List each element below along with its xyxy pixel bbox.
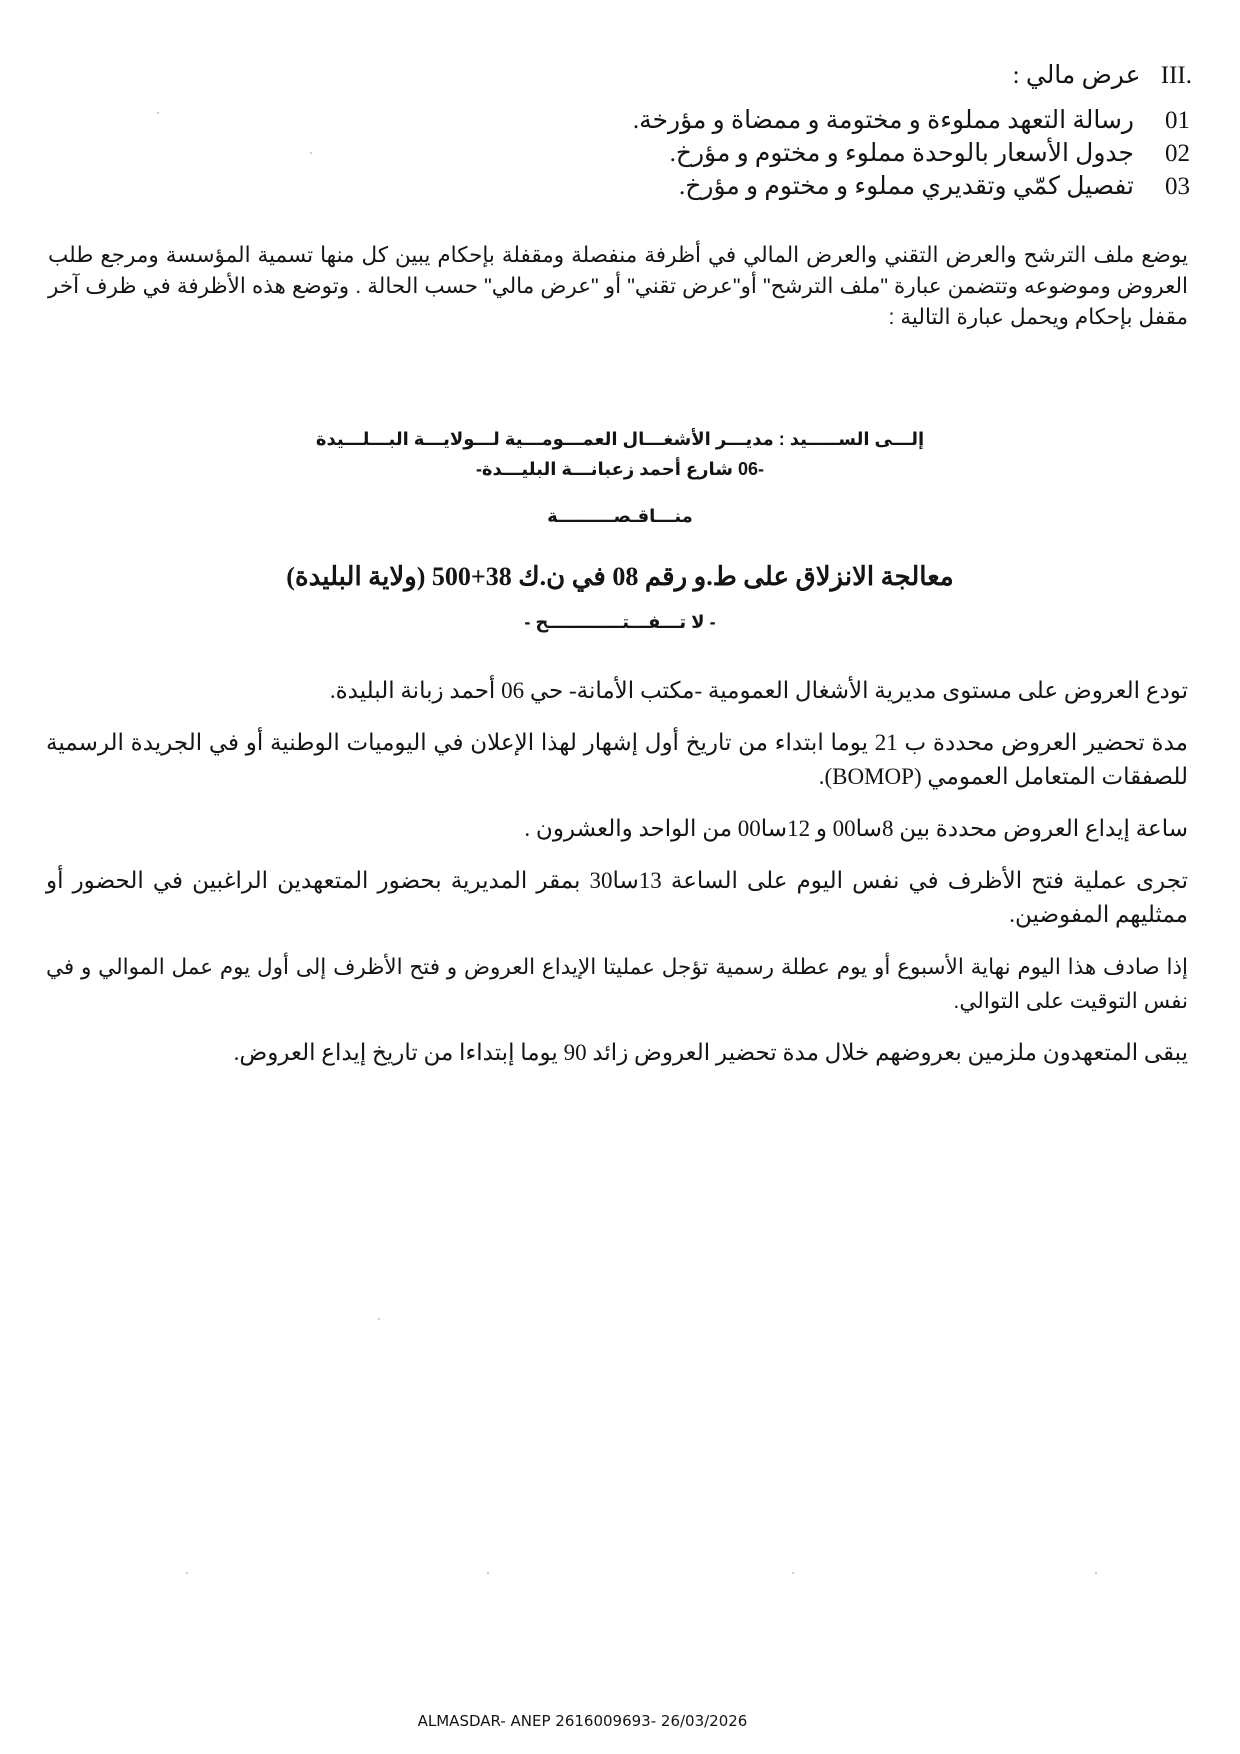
item-index: 01 xyxy=(1165,107,1190,134)
scan-speck xyxy=(792,1572,794,1574)
scan-speck xyxy=(378,1318,380,1320)
list-item xyxy=(633,104,1190,137)
do-not-open-notice: - لا تـــفـــتــــــــــــح - xyxy=(524,612,716,632)
paragraph-opening-session: تجرى عملية فتح الأظرف في نفس اليوم على الساعة 13سا30 بمقر المديرية بحضور المتعهدين الراغبين في الحضور أو ممثليهم المفوضين. xyxy=(46,868,1188,927)
paragraph-deposit-location: تودع العروض على مستوى مديرية الأشغال العمومية -مكتب الأمانة- حي 06 أحمد زبانة البليدة. xyxy=(329,678,1188,703)
item-text: تفصيل كمّي وتقديري مملوء و مختوم و مؤرخ. xyxy=(679,173,1134,200)
scan-speck xyxy=(487,1572,489,1574)
project-title: معالجة الانزلاق على ط.و رقم 08 في ن.ك 38+500 (ولاية البليدة) xyxy=(286,562,954,591)
section-number: III. xyxy=(1160,62,1192,89)
scan-speck xyxy=(157,112,159,114)
scan-speck xyxy=(310,152,312,154)
paragraph-holiday-postponement: إذا صادف هذا اليوم نهاية الأسبوع أو يوم عطلة رسمية تؤجل عمليتا الإيداع العروض و فتح الأظرف إلى أول يوم عمل الموالي و في نفس التوقيت على التوالي. xyxy=(46,955,1188,1013)
financial-offer-list xyxy=(633,104,1190,203)
paragraph-deposit-hours: ساعة إيداع العروض محددة بين 8سا00 و 12سا00 من الواحد والعشرون . xyxy=(524,816,1188,841)
publication-reference xyxy=(0,1712,1240,1730)
item-index: 02 xyxy=(1165,140,1190,167)
list-item xyxy=(633,170,1190,203)
address-block xyxy=(290,424,950,484)
item-text: جدول الأسعار بالوحدة مملوء و مختوم و مؤرخ. xyxy=(669,140,1134,167)
address-street: -06 شارع أحمد زعبانـــة البليـــدة- xyxy=(475,459,765,479)
scan-speck xyxy=(186,1572,188,1574)
envelope-instructions: يوضع ملف الترشح والعرض التقني والعرض المالي في أظرفة منفصلة ومقفلة بإحكام يبين كل منها تسمية المؤسسة ومرجع طلب العروض وموضوعه وتتضمن عبارة "ملف الترشح" أو"عرض تقني" أو "عرض مالي" حسب الحالة . وتوضع هذه الأظرفة في ظرف آخر مقفل بإحكام ويحمل عبارة التالية : xyxy=(48,243,1188,329)
section-title: عرض مالي : xyxy=(1012,62,1141,89)
tender-conditions xyxy=(46,674,1188,1088)
section-heading xyxy=(1013,60,1192,92)
item-index: 03 xyxy=(1165,173,1190,200)
footer-text: ALMASDAR- ANEP 2616009693- 26/03/2026 xyxy=(417,1712,748,1730)
address-recipient: إلـــى الســـــيد : مديـــر الأشغـــال العمـــومـــية لـــولايـــة البـــلـــيدة xyxy=(315,429,925,449)
list-item xyxy=(633,137,1190,170)
item-text: رسالة التعهد مملوءة و مختومة و ممضاة و مؤرخة. xyxy=(632,107,1134,134)
paragraph-preparation-period: مدة تحضير العروض محددة ب 21 يوما ابتداء من تاريخ أول إشهار لهذا الإعلان في اليوميات الوطنية أو في الجريدة الرسمية للصفقات المتعامل العمومي (BOMOP). xyxy=(46,730,1188,789)
paragraph-validity-period: يبقى المتعهدون ملزمين بعروضهم خلال مدة تحضير العروض زائد 90 يوما إبتداءا من تاريخ إيداع العروض. xyxy=(233,1040,1188,1065)
scan-speck xyxy=(1095,1572,1097,1574)
tender-label: منـــاقـصـــــــــة xyxy=(547,506,693,526)
